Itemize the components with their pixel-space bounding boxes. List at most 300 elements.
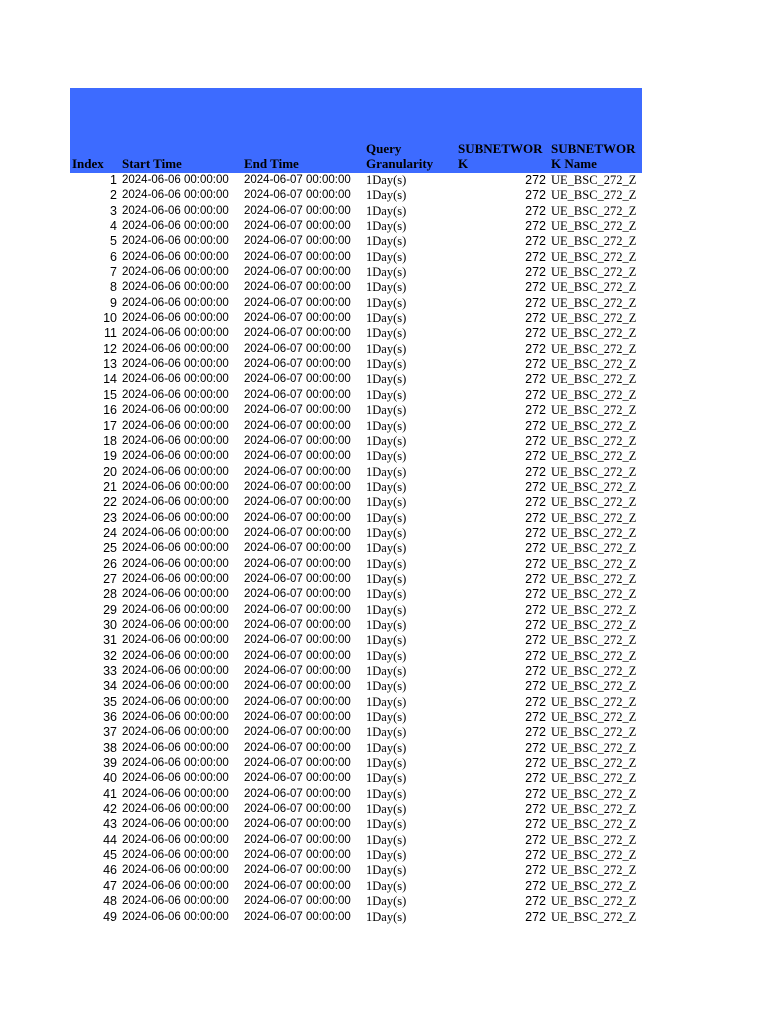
cell-subnetwork-name[interactable]: UE_BSC_272_Z (551, 280, 637, 295)
cell-end-time[interactable]: 2024-06-07 00:00:00 (244, 496, 351, 509)
cell-index[interactable]: 42 (103, 802, 117, 817)
cell-index[interactable]: 41 (103, 786, 117, 801)
cell-start-time[interactable]: 2024-06-06 00:00:00 (122, 557, 229, 570)
cell-subnetwork[interactable]: 272 (525, 664, 546, 678)
cell-subnetwork-name[interactable]: UE_BSC_272_Z (551, 311, 637, 326)
cell-query-granularity[interactable]: 1Day(s) (366, 802, 407, 817)
table-row[interactable] (70, 311, 642, 326)
cell-subnetwork[interactable]: 272 (525, 295, 546, 310)
cell-end-time[interactable]: 2024-06-07 00:00:00 (244, 910, 351, 923)
cell-query-granularity[interactable]: 1Day(s) (366, 571, 407, 586)
cell-query-granularity[interactable]: 1Day(s) (366, 188, 407, 203)
table-row[interactable] (70, 204, 642, 219)
cell-query-granularity[interactable]: 1Day(s) (366, 740, 407, 755)
cell-end-time[interactable]: 2024-06-07 00:00:00 (244, 404, 351, 417)
table-row[interactable] (70, 265, 642, 280)
cell-query-granularity[interactable]: 1Day(s) (366, 403, 407, 418)
column-header-start-time[interactable]: Start Time (122, 156, 182, 171)
cell-query-granularity[interactable]: 1Day(s) (366, 341, 407, 356)
cell-subnetwork[interactable]: 272 (525, 756, 546, 771)
cell-index[interactable]: 13 (103, 357, 117, 372)
cell-end-time[interactable]: 2024-06-07 00:00:00 (244, 864, 351, 877)
table-row[interactable] (70, 449, 642, 464)
cell-start-time[interactable]: 2024-06-06 00:00:00 (122, 572, 229, 585)
cell-subnetwork[interactable]: 272 (525, 449, 546, 464)
cell-end-time[interactable]: 2024-06-07 00:00:00 (244, 358, 351, 371)
cell-subnetwork-name[interactable]: UE_BSC_272_Z (551, 894, 637, 909)
cell-query-granularity[interactable]: 1Day(s) (366, 326, 407, 341)
cell-start-time[interactable]: 2024-06-06 00:00:00 (122, 358, 229, 371)
table-row[interactable] (70, 296, 642, 311)
cell-end-time[interactable]: 2024-06-07 00:00:00 (244, 895, 351, 908)
cell-start-time[interactable]: 2024-06-06 00:00:00 (122, 787, 229, 800)
cell-query-granularity[interactable]: 1Day(s) (366, 525, 407, 540)
cell-start-time[interactable]: 2024-06-06 00:00:00 (122, 634, 229, 647)
cell-index[interactable]: 16 (103, 403, 117, 418)
cell-subnetwork-name[interactable]: UE_BSC_272_Z (551, 541, 637, 556)
cell-subnetwork-name[interactable]: UE_BSC_272_Z (551, 525, 637, 540)
cell-index[interactable]: 9 (110, 295, 117, 310)
cell-subnetwork-name[interactable]: UE_BSC_272_Z (551, 909, 637, 924)
cell-subnetwork[interactable]: 272 (525, 311, 546, 326)
cell-query-granularity[interactable]: 1Day(s) (366, 863, 407, 878)
cell-index[interactable]: 3 (110, 203, 117, 218)
cell-start-time[interactable]: 2024-06-06 00:00:00 (122, 833, 229, 846)
cell-subnetwork-name[interactable]: UE_BSC_272_Z (551, 878, 637, 893)
cell-end-time[interactable]: 2024-06-07 00:00:00 (244, 281, 351, 294)
cell-query-granularity[interactable]: 1Day(s) (366, 648, 407, 663)
cell-query-granularity[interactable]: 1Day(s) (366, 203, 407, 218)
cell-index[interactable]: 26 (103, 556, 117, 571)
cell-end-time[interactable]: 2024-06-07 00:00:00 (244, 634, 351, 647)
cell-subnetwork[interactable]: 272 (525, 188, 546, 203)
cell-start-time[interactable]: 2024-06-06 00:00:00 (122, 342, 229, 355)
cell-subnetwork-name[interactable]: UE_BSC_272_Z (551, 633, 637, 648)
cell-end-time[interactable]: 2024-06-07 00:00:00 (244, 312, 351, 325)
cell-end-time[interactable]: 2024-06-07 00:00:00 (244, 388, 351, 401)
table-row[interactable] (70, 756, 642, 771)
table-row[interactable] (70, 557, 642, 572)
cell-start-time[interactable]: 2024-06-06 00:00:00 (122, 818, 229, 831)
cell-end-time[interactable]: 2024-06-07 00:00:00 (244, 480, 351, 493)
cell-end-time[interactable]: 2024-06-07 00:00:00 (244, 879, 351, 892)
table-row[interactable] (70, 541, 642, 556)
cell-query-granularity[interactable]: 1Day(s) (366, 832, 407, 847)
cell-subnetwork-name[interactable]: UE_BSC_272_Z (551, 433, 637, 448)
cell-query-granularity[interactable]: 1Day(s) (366, 602, 407, 617)
cell-end-time[interactable]: 2024-06-07 00:00:00 (244, 557, 351, 570)
cell-index[interactable]: 23 (103, 510, 117, 525)
table-row[interactable] (70, 388, 642, 403)
table-row[interactable] (70, 526, 642, 541)
cell-query-granularity[interactable]: 1Day(s) (366, 265, 407, 280)
cell-query-granularity[interactable]: 1Day(s) (366, 617, 407, 632)
cell-query-granularity[interactable]: 1Day(s) (366, 894, 407, 909)
cell-query-granularity[interactable]: 1Day(s) (366, 878, 407, 893)
cell-subnetwork[interactable]: 272 (525, 648, 546, 663)
cell-index[interactable]: 35 (103, 694, 117, 709)
column-header-end-time[interactable]: End Time (244, 156, 299, 171)
cell-index[interactable]: 40 (103, 771, 117, 786)
cell-subnetwork-name[interactable]: UE_BSC_272_Z (551, 203, 637, 218)
cell-end-time[interactable]: 2024-06-07 00:00:00 (244, 726, 351, 739)
cell-subnetwork[interactable]: 272 (525, 587, 546, 602)
cell-end-time[interactable]: 2024-06-07 00:00:00 (244, 680, 351, 693)
cell-index[interactable]: 22 (103, 495, 117, 510)
cell-end-time[interactable]: 2024-06-07 00:00:00 (244, 204, 351, 217)
cell-subnetwork-name[interactable]: UE_BSC_272_Z (551, 571, 637, 586)
cell-start-time[interactable]: 2024-06-06 00:00:00 (122, 281, 229, 294)
cell-end-time[interactable]: 2024-06-07 00:00:00 (244, 572, 351, 585)
table-row[interactable] (70, 372, 642, 387)
table-row[interactable] (70, 572, 642, 587)
cell-index[interactable]: 29 (103, 602, 117, 617)
cell-start-time[interactable]: 2024-06-06 00:00:00 (122, 220, 229, 233)
cell-start-time[interactable]: 2024-06-06 00:00:00 (122, 450, 229, 463)
cell-subnetwork-name[interactable]: UE_BSC_272_Z (551, 449, 637, 464)
cell-end-time[interactable]: 2024-06-07 00:00:00 (244, 649, 351, 662)
cell-start-time[interactable]: 2024-06-06 00:00:00 (122, 603, 229, 616)
cell-subnetwork[interactable]: 272 (525, 433, 546, 448)
cell-subnetwork-name[interactable]: UE_BSC_272_Z (551, 464, 637, 479)
cell-query-granularity[interactable]: 1Day(s) (366, 694, 407, 709)
cell-subnetwork-name[interactable]: UE_BSC_272_Z (551, 848, 637, 863)
cell-index[interactable]: 27 (103, 571, 117, 586)
table-row[interactable] (70, 234, 642, 249)
cell-index[interactable]: 32 (103, 648, 117, 663)
cell-subnetwork-name[interactable]: UE_BSC_272_Z (551, 602, 637, 617)
cell-subnetwork-name[interactable]: UE_BSC_272_Z (551, 326, 637, 341)
cell-index[interactable]: 10 (103, 311, 117, 326)
table-row[interactable] (70, 894, 642, 909)
cell-start-time[interactable]: 2024-06-06 00:00:00 (122, 649, 229, 662)
cell-subnetwork-name[interactable]: UE_BSC_272_Z (551, 694, 637, 709)
cell-subnetwork-name[interactable]: UE_BSC_272_Z (551, 664, 637, 678)
cell-index[interactable]: 34 (103, 679, 117, 694)
cell-subnetwork-name[interactable]: UE_BSC_272_Z (551, 249, 637, 264)
column-header-subnetwork-name[interactable]: SUBNETWORK Name (551, 141, 636, 171)
cell-subnetwork[interactable]: 272 (525, 495, 546, 510)
cell-end-time[interactable]: 2024-06-07 00:00:00 (244, 342, 351, 355)
cell-index[interactable]: 5 (110, 234, 117, 249)
cell-subnetwork[interactable]: 272 (525, 372, 546, 387)
cell-subnetwork-name[interactable]: UE_BSC_272_Z (551, 863, 637, 878)
cell-subnetwork[interactable]: 272 (525, 817, 546, 832)
cell-query-granularity[interactable]: 1Day(s) (366, 664, 407, 678)
cell-subnetwork-name[interactable]: UE_BSC_272_Z (551, 372, 637, 387)
cell-subnetwork-name[interactable]: UE_BSC_272_Z (551, 817, 637, 832)
cell-subnetwork[interactable]: 272 (525, 510, 546, 525)
cell-query-granularity[interactable]: 1Day(s) (366, 372, 407, 387)
table-row[interactable] (70, 357, 642, 372)
cell-subnetwork-name[interactable]: UE_BSC_272_Z (551, 556, 637, 571)
cell-query-granularity[interactable]: 1Day(s) (366, 510, 407, 525)
cell-index[interactable]: 36 (103, 710, 117, 725)
cell-start-time[interactable]: 2024-06-06 00:00:00 (122, 910, 229, 923)
cell-subnetwork[interactable]: 272 (525, 219, 546, 234)
cell-start-time[interactable]: 2024-06-06 00:00:00 (122, 588, 229, 601)
table-row[interactable] (70, 695, 642, 710)
cell-subnetwork[interactable]: 272 (525, 694, 546, 709)
table-row[interactable] (70, 679, 642, 694)
cell-index[interactable]: 47 (103, 878, 117, 893)
cell-end-time[interactable]: 2024-06-07 00:00:00 (244, 588, 351, 601)
cell-query-granularity[interactable]: 1Day(s) (366, 710, 407, 725)
cell-query-granularity[interactable]: 1Day(s) (366, 495, 407, 510)
table-row[interactable] (70, 480, 642, 495)
cell-end-time[interactable]: 2024-06-07 00:00:00 (244, 787, 351, 800)
table-row[interactable] (70, 725, 642, 740)
cell-subnetwork-name[interactable]: UE_BSC_272_Z (551, 479, 637, 494)
cell-index[interactable]: 14 (103, 372, 117, 387)
cell-end-time[interactable]: 2024-06-07 00:00:00 (244, 695, 351, 708)
cell-start-time[interactable]: 2024-06-06 00:00:00 (122, 803, 229, 816)
cell-subnetwork[interactable]: 272 (525, 249, 546, 264)
cell-subnetwork[interactable]: 272 (525, 403, 546, 418)
cell-start-time[interactable]: 2024-06-06 00:00:00 (122, 296, 229, 309)
cell-index[interactable]: 43 (103, 817, 117, 832)
column-header-index[interactable]: Index (72, 156, 104, 171)
cell-end-time[interactable]: 2024-06-07 00:00:00 (244, 174, 351, 186)
cell-subnetwork[interactable]: 272 (525, 265, 546, 280)
table-row[interactable] (70, 817, 642, 832)
cell-subnetwork[interactable]: 272 (525, 909, 546, 924)
cell-end-time[interactable]: 2024-06-07 00:00:00 (244, 511, 351, 524)
cell-subnetwork[interactable]: 272 (525, 418, 546, 433)
cell-start-time[interactable]: 2024-06-06 00:00:00 (122, 404, 229, 417)
cell-subnetwork-name[interactable]: UE_BSC_272_Z (551, 265, 637, 280)
table-row[interactable] (70, 434, 642, 449)
table-row[interactable] (70, 250, 642, 265)
cell-subnetwork-name[interactable]: UE_BSC_272_Z (551, 587, 637, 602)
cell-index[interactable]: 33 (103, 664, 117, 678)
table-row[interactable] (70, 848, 642, 863)
cell-query-granularity[interactable]: 1Day(s) (366, 817, 407, 832)
cell-query-granularity[interactable]: 1Day(s) (366, 249, 407, 264)
cell-end-time[interactable]: 2024-06-07 00:00:00 (244, 603, 351, 616)
cell-end-time[interactable]: 2024-06-07 00:00:00 (244, 220, 351, 233)
cell-end-time[interactable]: 2024-06-07 00:00:00 (244, 450, 351, 463)
cell-subnetwork[interactable]: 272 (525, 357, 546, 372)
cell-end-time[interactable]: 2024-06-07 00:00:00 (244, 189, 351, 202)
cell-end-time[interactable]: 2024-06-07 00:00:00 (244, 465, 351, 478)
cell-subnetwork[interactable]: 272 (525, 894, 546, 909)
cell-subnetwork-name[interactable]: UE_BSC_272_Z (551, 418, 637, 433)
table-row[interactable] (70, 664, 642, 679)
cell-subnetwork[interactable]: 272 (525, 326, 546, 341)
cell-query-granularity[interactable]: 1Day(s) (366, 357, 407, 372)
cell-subnetwork[interactable]: 272 (525, 541, 546, 556)
cell-subnetwork-name[interactable]: UE_BSC_272_Z (551, 648, 637, 663)
cell-subnetwork-name[interactable]: UE_BSC_272_Z (551, 617, 637, 632)
cell-start-time[interactable]: 2024-06-06 00:00:00 (122, 388, 229, 401)
cell-index[interactable]: 45 (103, 848, 117, 863)
cell-subnetwork-name[interactable]: UE_BSC_272_Z (551, 173, 637, 187)
table-row[interactable] (70, 587, 642, 602)
cell-end-time[interactable]: 2024-06-07 00:00:00 (244, 741, 351, 754)
cell-query-granularity[interactable]: 1Day(s) (366, 771, 407, 786)
cell-index[interactable]: 44 (103, 832, 117, 847)
table-row[interactable] (70, 802, 642, 817)
table-row[interactable] (70, 710, 642, 725)
table-row[interactable] (70, 603, 642, 618)
cell-subnetwork[interactable]: 272 (525, 525, 546, 540)
table-row[interactable] (70, 495, 642, 510)
cell-subnetwork-name[interactable]: UE_BSC_272_Z (551, 295, 637, 310)
table-row[interactable] (70, 633, 642, 648)
cell-subnetwork-name[interactable]: UE_BSC_272_Z (551, 832, 637, 847)
table-row[interactable] (70, 419, 642, 434)
table-row[interactable] (70, 833, 642, 848)
cell-index[interactable]: 6 (110, 249, 117, 264)
cell-subnetwork[interactable]: 272 (525, 173, 546, 187)
cell-start-time[interactable]: 2024-06-06 00:00:00 (122, 511, 229, 524)
cell-subnetwork[interactable]: 272 (525, 280, 546, 295)
cell-index[interactable]: 46 (103, 863, 117, 878)
cell-index[interactable]: 1 (110, 173, 117, 187)
cell-end-time[interactable]: 2024-06-07 00:00:00 (244, 526, 351, 539)
cell-start-time[interactable]: 2024-06-06 00:00:00 (122, 189, 229, 202)
cell-end-time[interactable]: 2024-06-07 00:00:00 (244, 434, 351, 447)
table-row[interactable] (70, 403, 642, 418)
cell-index[interactable]: 2 (110, 188, 117, 203)
cell-subnetwork[interactable]: 272 (525, 633, 546, 648)
cell-query-granularity[interactable]: 1Day(s) (366, 756, 407, 771)
cell-index[interactable]: 11 (104, 326, 117, 341)
cell-query-granularity[interactable]: 1Day(s) (366, 219, 407, 234)
cell-end-time[interactable]: 2024-06-07 00:00:00 (244, 419, 351, 432)
cell-index[interactable]: 17 (103, 418, 117, 433)
cell-subnetwork[interactable]: 272 (525, 571, 546, 586)
cell-query-granularity[interactable]: 1Day(s) (366, 541, 407, 556)
cell-subnetwork-name[interactable]: UE_BSC_272_Z (551, 679, 637, 694)
cell-start-time[interactable]: 2024-06-06 00:00:00 (122, 526, 229, 539)
cell-subnetwork-name[interactable]: UE_BSC_272_Z (551, 495, 637, 510)
cell-start-time[interactable]: 2024-06-06 00:00:00 (122, 465, 229, 478)
cell-subnetwork[interactable]: 272 (525, 464, 546, 479)
cell-start-time[interactable]: 2024-06-06 00:00:00 (122, 327, 229, 340)
cell-index[interactable]: 49 (103, 909, 117, 924)
cell-subnetwork-name[interactable]: UE_BSC_272_Z (551, 756, 637, 771)
cell-index[interactable]: 21 (103, 479, 117, 494)
table-row[interactable] (70, 326, 642, 341)
table-row[interactable] (70, 219, 642, 234)
table-row[interactable] (70, 879, 642, 894)
cell-index[interactable]: 20 (103, 464, 117, 479)
cell-subnetwork[interactable]: 272 (525, 771, 546, 786)
cell-subnetwork[interactable]: 272 (525, 878, 546, 893)
cell-query-granularity[interactable]: 1Day(s) (366, 387, 407, 402)
cell-subnetwork[interactable]: 272 (525, 786, 546, 801)
cell-index[interactable]: 15 (103, 387, 117, 402)
cell-subnetwork-name[interactable]: UE_BSC_272_Z (551, 710, 637, 725)
cell-subnetwork-name[interactable]: UE_BSC_272_Z (551, 219, 637, 234)
cell-end-time[interactable]: 2024-06-07 00:00:00 (244, 296, 351, 309)
cell-subnetwork-name[interactable]: UE_BSC_272_Z (551, 771, 637, 786)
table-row[interactable] (70, 741, 642, 756)
cell-start-time[interactable]: 2024-06-06 00:00:00 (122, 373, 229, 386)
cell-start-time[interactable]: 2024-06-06 00:00:00 (122, 726, 229, 739)
cell-index[interactable]: 19 (103, 449, 117, 464)
table-row[interactable] (70, 280, 642, 295)
cell-query-granularity[interactable]: 1Day(s) (366, 464, 407, 479)
cell-index[interactable]: 24 (103, 525, 117, 540)
cell-start-time[interactable]: 2024-06-06 00:00:00 (122, 250, 229, 263)
cell-end-time[interactable]: 2024-06-07 00:00:00 (244, 327, 351, 340)
table-row[interactable] (70, 863, 642, 878)
cell-query-granularity[interactable]: 1Day(s) (366, 786, 407, 801)
cell-start-time[interactable]: 2024-06-06 00:00:00 (122, 174, 229, 186)
cell-subnetwork[interactable]: 272 (525, 802, 546, 817)
cell-subnetwork-name[interactable]: UE_BSC_272_Z (551, 387, 637, 402)
table-row[interactable] (70, 771, 642, 786)
cell-subnetwork[interactable]: 272 (525, 234, 546, 249)
cell-end-time[interactable]: 2024-06-07 00:00:00 (244, 373, 351, 386)
cell-start-time[interactable]: 2024-06-06 00:00:00 (122, 879, 229, 892)
cell-subnetwork[interactable]: 272 (525, 710, 546, 725)
cell-index[interactable]: 18 (103, 433, 117, 448)
cell-query-granularity[interactable]: 1Day(s) (366, 280, 407, 295)
cell-subnetwork-name[interactable]: UE_BSC_272_Z (551, 357, 637, 372)
cell-query-granularity[interactable]: 1Day(s) (366, 479, 407, 494)
cell-end-time[interactable]: 2024-06-07 00:00:00 (244, 772, 351, 785)
cell-index[interactable]: 48 (103, 894, 117, 909)
cell-start-time[interactable]: 2024-06-06 00:00:00 (122, 695, 229, 708)
cell-subnetwork[interactable]: 272 (525, 863, 546, 878)
cell-subnetwork[interactable]: 272 (525, 556, 546, 571)
cell-index[interactable]: 4 (110, 219, 117, 234)
cell-query-granularity[interactable]: 1Day(s) (366, 556, 407, 571)
cell-end-time[interactable]: 2024-06-07 00:00:00 (244, 818, 351, 831)
column-header-subnetwork[interactable]: SUBNETWORK (458, 141, 543, 171)
table-row[interactable] (70, 511, 642, 526)
cell-subnetwork[interactable]: 272 (525, 725, 546, 740)
cell-start-time[interactable]: 2024-06-06 00:00:00 (122, 895, 229, 908)
cell-end-time[interactable]: 2024-06-07 00:00:00 (244, 757, 351, 770)
cell-subnetwork-name[interactable]: UE_BSC_272_Z (551, 725, 637, 740)
cell-start-time[interactable]: 2024-06-06 00:00:00 (122, 419, 229, 432)
cell-start-time[interactable]: 2024-06-06 00:00:00 (122, 235, 229, 248)
cell-end-time[interactable]: 2024-06-07 00:00:00 (244, 711, 351, 724)
cell-query-granularity[interactable]: 1Day(s) (366, 418, 407, 433)
cell-subnetwork-name[interactable]: UE_BSC_272_Z (551, 510, 637, 525)
cell-subnetwork-name[interactable]: UE_BSC_272_Z (551, 341, 637, 356)
cell-subnetwork-name[interactable]: UE_BSC_272_Z (551, 234, 637, 249)
cell-start-time[interactable]: 2024-06-06 00:00:00 (122, 312, 229, 325)
cell-query-granularity[interactable]: 1Day(s) (366, 909, 407, 924)
cell-start-time[interactable]: 2024-06-06 00:00:00 (122, 757, 229, 770)
cell-subnetwork[interactable]: 272 (525, 387, 546, 402)
cell-subnetwork[interactable]: 272 (525, 602, 546, 617)
cell-end-time[interactable]: 2024-06-07 00:00:00 (244, 803, 351, 816)
cell-query-granularity[interactable]: 1Day(s) (366, 311, 407, 326)
column-header-query-granularity[interactable]: Query Granularity (366, 141, 434, 171)
cell-query-granularity[interactable]: 1Day(s) (366, 587, 407, 602)
cell-query-granularity[interactable]: 1Day(s) (366, 848, 407, 863)
cell-start-time[interactable]: 2024-06-06 00:00:00 (122, 266, 229, 279)
cell-subnetwork[interactable]: 272 (525, 848, 546, 863)
cell-start-time[interactable]: 2024-06-06 00:00:00 (122, 680, 229, 693)
table-row[interactable] (70, 649, 642, 664)
cell-index[interactable]: 25 (103, 541, 117, 556)
cell-subnetwork[interactable]: 272 (525, 341, 546, 356)
cell-index[interactable]: 28 (103, 587, 117, 602)
cell-query-granularity[interactable]: 1Day(s) (366, 679, 407, 694)
cell-subnetwork[interactable]: 272 (525, 479, 546, 494)
cell-subnetwork-name[interactable]: UE_BSC_272_Z (551, 802, 637, 817)
cell-index[interactable]: 30 (103, 617, 117, 632)
cell-index[interactable]: 37 (103, 725, 117, 740)
